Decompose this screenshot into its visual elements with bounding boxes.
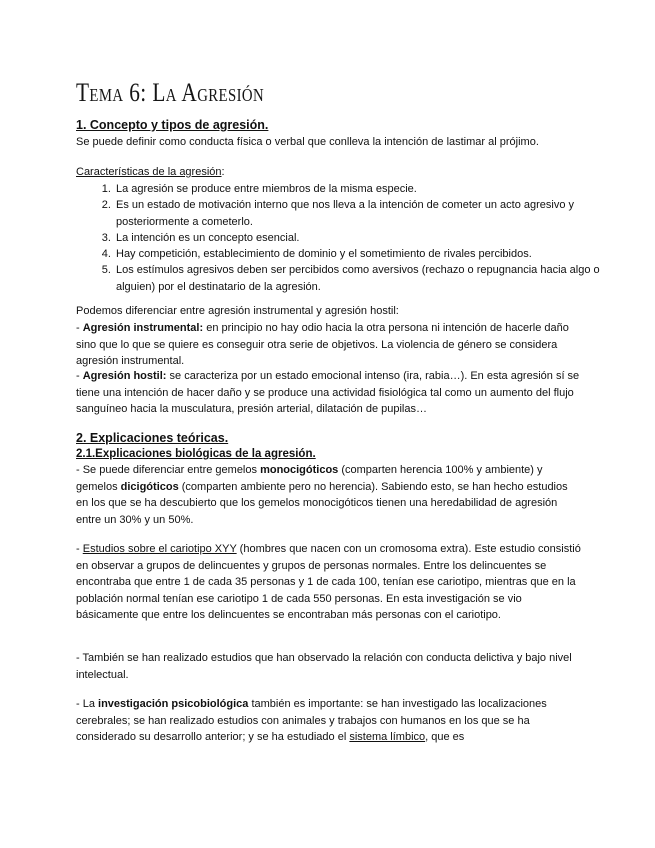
- sistema-limbico-link[interactable]: sistema límbico: [349, 731, 426, 743]
- list-item: 5. Los estímulos agresivos deben ser percibidos como aversivos (rechazo o repugnancia hacia algo o alguien) por el destinatario de la agresión.: [114, 262, 614, 295]
- hostil-prefix: -: [76, 370, 83, 382]
- characteristics-list: [76, 181, 614, 295]
- instrumental-text: en principio no hay odio hacia la otra persona ni intención de hacerle daño sino que lo que se quiere es conseguir otra serie de objetivos. La violencia de género se considera agresión instrumental.: [76, 322, 569, 367]
- list-item: 1. La agresión se produce entre miembros de la misma especie.: [114, 181, 614, 197]
- section-2-1-heading: 2.1.Explicaciones biológicas de la agresión.: [76, 448, 316, 460]
- hostil-paragraph: [76, 368, 581, 418]
- characteristics-colon: :: [221, 166, 225, 178]
- psico-text-2: también es importante: se han investigado las localizaciones cerebrales; se han realizado estudios con animales y trabajos con humanos en los que se ha considerado su desarrollo anterior; y se ha estudiado el: [76, 698, 547, 743]
- instrumental-paragraph: [76, 320, 581, 370]
- psico-text-3: , que es: [425, 731, 465, 743]
- psico-text-1: - La: [76, 698, 99, 710]
- characteristics-label-text: Características de la agresión: [76, 166, 222, 178]
- psico-term: investigación psicobiológica: [98, 698, 249, 710]
- types-intro: Podemos diferenciar entre agresión instrumental y agresión hostil:: [76, 305, 399, 317]
- xyy-text: (hombres que nacen con un cromosoma extra). Este estudio consistió en observar a grupos de delincuentes y grupos de personas normales. Entre los delincuentes se encontraba que entre 1 de cada 35 personas y 1 de cada 100, tenían ese cariotipo, mientras que en la población normal tenían ese cariotipo 1 de cada 550 personas. En esta investigación se vio básicamente que entre los delincuentes se encontraban más personas con el cariotipo.: [76, 543, 581, 621]
- twins-text-2: (comparten herencia 100% y ambiente) y gemelos: [76, 464, 543, 493]
- twins-text-3: (comparten ambiente pero no herencia). Sabiendo esto, se han hecho estudios en los que se ha descubierto que los gemelos monocigóticos tienen una heredabilidad de agresión entre un 30% y un 50%.: [76, 480, 568, 526]
- twins-term-dicigoticos: dicigóticos: [120, 480, 179, 493]
- xyy-paragraph: [76, 541, 581, 624]
- delictiva-paragraph: - También se han realizado estudios que han observado la relación con conducta delictiva y bajo nivel intelectual.: [76, 652, 572, 681]
- twins-term-monocigoticos: monocigóticos: [260, 464, 339, 476]
- section-2-heading: 2. Explicaciones teóricas.: [76, 431, 229, 445]
- definition-text: Se puede definir como conducta física o verbal que conlleva la intención de lastimar al prójimo.: [76, 136, 539, 148]
- section-1-heading: 1. Concepto y tipos de agresión.: [76, 118, 269, 132]
- characteristics-label: [76, 166, 225, 178]
- list-item: 3. La intención es un concepto esencial.: [114, 230, 614, 246]
- document-title: Tema 6: La Agresión: [76, 78, 265, 107]
- xyy-link[interactable]: Estudios sobre el cariotipo XYY: [82, 543, 237, 555]
- hostil-term: Agresión hostil:: [82, 370, 167, 382]
- twins-paragraph: [76, 462, 581, 528]
- instrumental-prefix: -: [76, 322, 83, 334]
- list-item: 4. Hay competición, establecimiento de dominio y el sometimiento de rivales percibidos.: [114, 246, 614, 262]
- twins-text-1: - Se puede diferenciar entre gemelos: [76, 464, 261, 476]
- instrumental-term: Agresión instrumental:: [82, 322, 204, 334]
- psicobiologica-paragraph: [76, 696, 581, 746]
- list-item: 2. Es un estado de motivación interno que nos lleva a la intención de cometer un acto agresivo y posteriormente a cometerlo.: [114, 197, 614, 230]
- hostil-text: se caracteriza por un estado emocional intenso (ira, rabia…). En esta agresión sí se tiene una intención de hacer daño y se produce una actividad fisiológica tal como un aumento del flujo sanguíneo hacia la musculatura, presión arterial, dilatación de pupilas…: [76, 370, 580, 415]
- xyy-prefix: -: [76, 543, 83, 555]
